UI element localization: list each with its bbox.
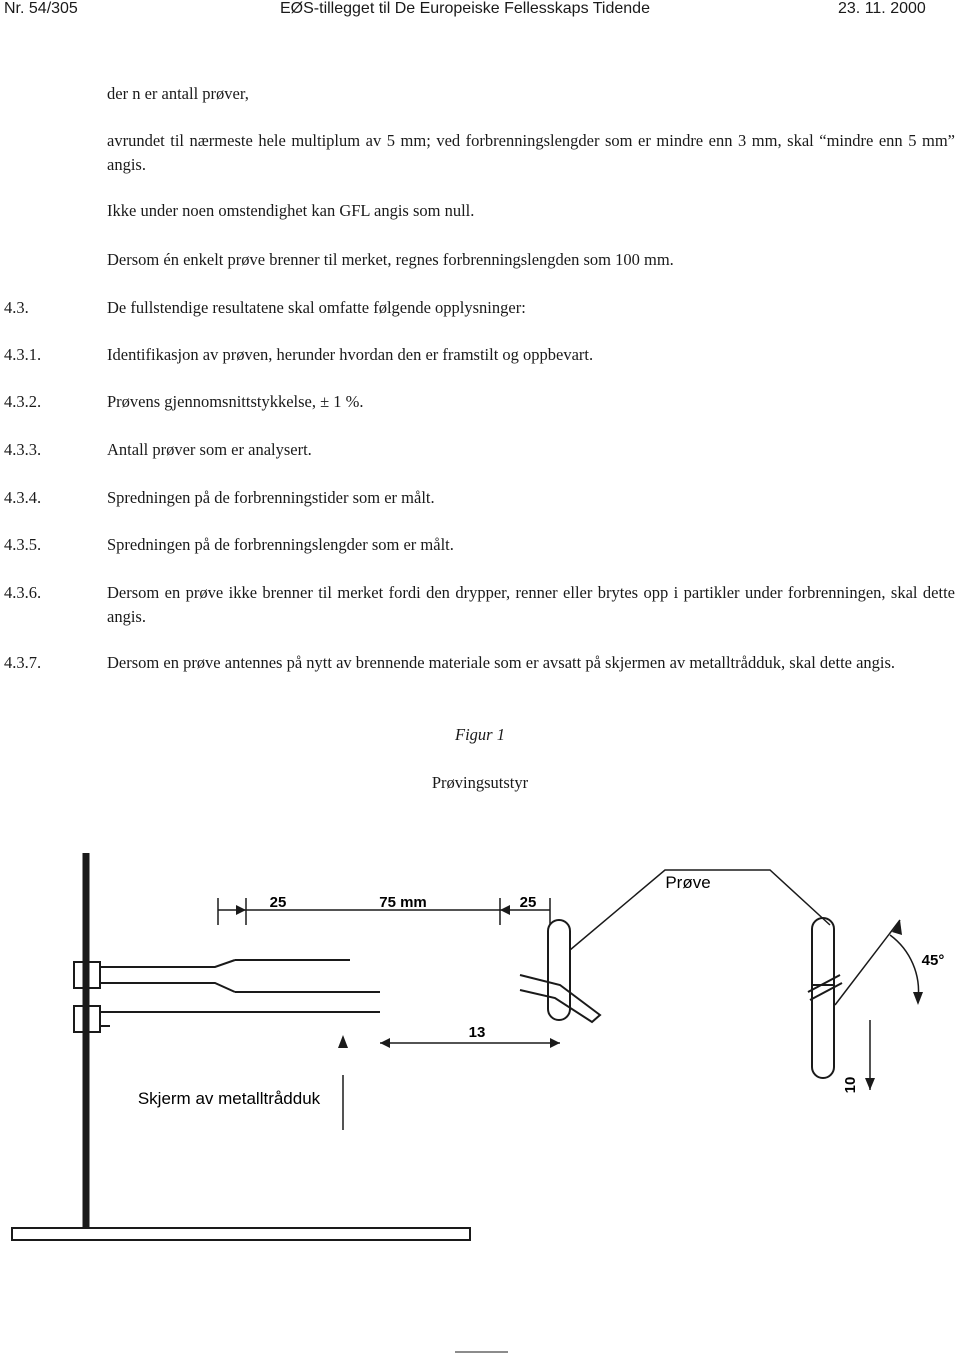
arrowhead (913, 992, 923, 1005)
section-text: De fullstendige resultatene skal omfatte følgende opplysninger: (107, 298, 526, 317)
arrowhead (550, 1038, 560, 1048)
specimen (520, 975, 600, 1022)
section-number: 4.3. (4, 298, 29, 317)
section-text: Dersom en prøve ikke brenner til merket fordi den drypper, renner eller brytes opp i partikler under forbrenningen, skal dette angis. (107, 583, 955, 626)
dim-right-label: 25 (519, 894, 537, 911)
stand-base (12, 1228, 470, 1240)
section-number: 4.3.4. (4, 488, 42, 507)
section-text: Identifikasjon av prøven, herunder hvordan den er framstilt og oppbevart. (107, 345, 594, 364)
dim-mid-label: 75 mm (379, 894, 427, 911)
paragraph-n-samples: der n er antall prøver, (107, 84, 249, 103)
header-date: 23. 11. 2000 (838, 0, 926, 17)
section-number: 4.3.2. (4, 392, 42, 411)
paragraph-gfl-null: Ikke under noen omstendighet kan GFL angis som null. (107, 201, 475, 220)
arrowhead (380, 1038, 390, 1048)
figure-caption: Figur 1 (455, 725, 505, 744)
dim-10-label: 10 (842, 1076, 859, 1094)
section-text: Spredningen på de forbrenningstider som er målt. (107, 488, 435, 507)
section-number: 4.3.5. (4, 535, 42, 554)
section-text: Antall prøver som er analysert. (107, 440, 312, 459)
arrowhead (500, 905, 510, 915)
paragraph-rounding: avrundet til nærmeste hele multiplum av 5 mm; ved forbrenningslengder som er mindre enn 3 mm, skal “mindre enn 5 mm” angis. (107, 131, 955, 174)
arrowhead (236, 905, 246, 915)
header-page-number: Nr. 54/305 (4, 0, 78, 17)
section-text: Prøvens gjennomsnittstykkelse, ± 1 %. (107, 392, 364, 411)
dim-13-label: 13 (468, 1024, 486, 1041)
screen-label: Skjerm av metalltrådduk (137, 1089, 321, 1108)
section-text: Spredningen på de forbrenningslengder som er målt. (107, 535, 454, 554)
header-journal-title: EØS-tillegget til De Europeiske Fellesskaps Tidende (280, 0, 650, 17)
angle-label: 45° (921, 952, 945, 969)
figure-title: Prøvingsutstyr (431, 773, 529, 792)
section-number: 4.3.1. (4, 345, 42, 364)
section-number: 4.3.6. (4, 583, 42, 602)
section-number: 4.3.3. (4, 440, 42, 459)
section-number: 4.3.7. (4, 653, 42, 672)
paragraph-single-sample: Dersom én enkelt prøve brenner til merket, regnes forbrenningslengden som 100 mm. (107, 250, 674, 269)
arrowhead (338, 1035, 348, 1048)
section-text: Dersom en prøve antennes på nytt av brennende materiale som er avsatt på skjermen av metalltrådduk, skal dette angis. (107, 653, 896, 672)
dim-left-label: 25 (269, 894, 287, 911)
sample-label: Prøve (665, 873, 711, 892)
arrowhead (865, 1078, 875, 1090)
